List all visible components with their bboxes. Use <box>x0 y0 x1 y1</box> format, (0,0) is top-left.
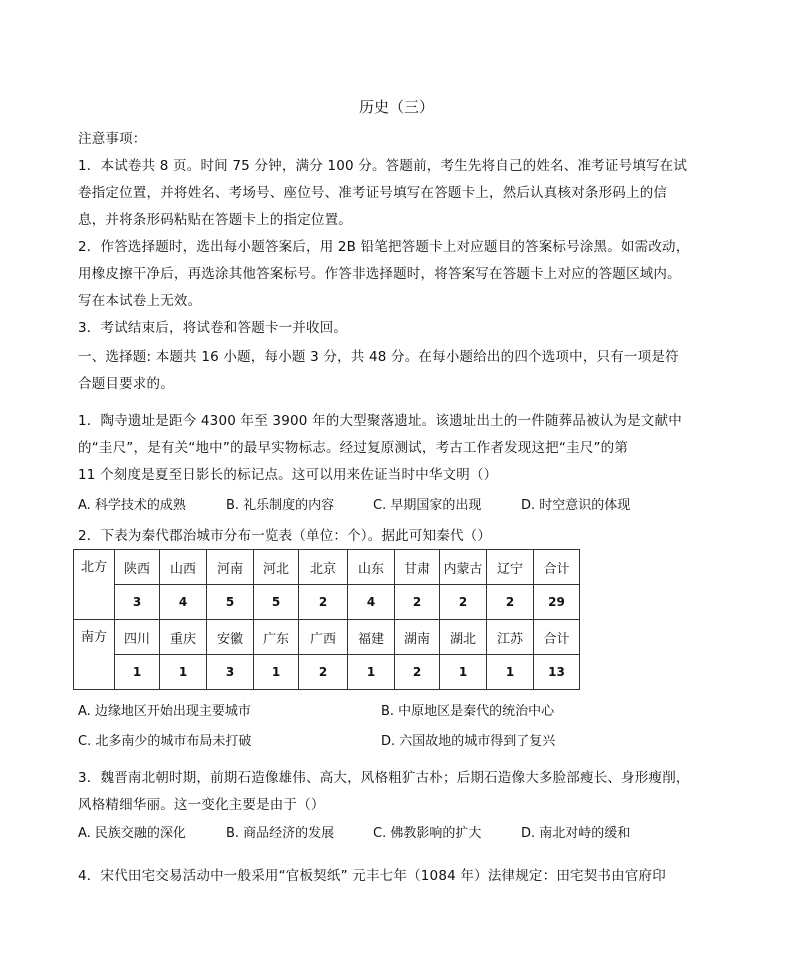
table-cell: 5 <box>207 585 254 620</box>
option-a[interactable]: A. 民族交融的深化 <box>78 826 186 841</box>
notice-line: 3．考试结束后，将试卷和答题卡一并收回。 <box>78 320 348 336</box>
table-cell: 内蒙古 <box>440 550 487 585</box>
option-b[interactable]: B. 礼乐制度的内容 <box>226 498 335 513</box>
table-cell: 山西 <box>160 550 207 585</box>
table-cell: 重庆 <box>160 620 207 655</box>
page-title: 历史（三） <box>358 98 434 116</box>
table-cell: 1 <box>254 655 299 690</box>
table-cell: 四川 <box>115 620 160 655</box>
table-cell: 1 <box>440 655 487 690</box>
table-cell: 29 <box>534 585 580 620</box>
option-d[interactable]: D. 六国故地的城市得到了复兴 <box>381 734 556 749</box>
section-heading: 一、选择题: 本题共 16 小题，每小题 3 分，共 48 分。在每小题给出的四个选项中，只有一项是符 <box>78 349 679 365</box>
table-cell: 3 <box>207 655 254 690</box>
north-label: 北方 <box>74 550 115 620</box>
section-heading: 合题目要求的。 <box>78 376 174 392</box>
table-cell: 2 <box>487 585 534 620</box>
table-cell: 2 <box>299 655 348 690</box>
table-cell: 1 <box>487 655 534 690</box>
table-cell: 江苏 <box>487 620 534 655</box>
option-b[interactable]: B. 中原地区是秦代的统治中心 <box>381 704 555 719</box>
table-cell: 1 <box>160 655 207 690</box>
question-2-stem: 2．下表为秦代郡治城市分布一览表（单位：个）。据此可知秦代（） <box>78 528 492 544</box>
table-cell: 5 <box>254 585 299 620</box>
table-cell: 3 <box>115 585 160 620</box>
table-cell: 1 <box>348 655 395 690</box>
option-d[interactable]: D. 时空意识的体现 <box>521 498 631 513</box>
notice-line: 息，并将条形码粘贴在答题卡上的指定位置。 <box>78 212 352 228</box>
table-cell: 安徽 <box>207 620 254 655</box>
question-3-stem: 3．魏晋南北朝时期，前期石造像雄伟、高大，风格粗犷古朴；后期石造像大多脸部瘦长、身形瘦削， <box>78 770 690 786</box>
option-b[interactable]: B. 商品经济的发展 <box>226 826 335 841</box>
table-cell: 湖南 <box>395 620 440 655</box>
table-cell: 1 <box>115 655 160 690</box>
notice-line: 用橡皮擦干净后，再选涂其他答案标号。作答非选择题时，将答案写在答题卡上对应的答题区域内。 <box>78 266 681 282</box>
table-cell: 辽宁 <box>487 550 534 585</box>
notice-line: 1．本试卷共 8 页。时间 75 分钟，满分 100 分。答题前，考生先将自己的姓名、准考证号填写在试 <box>78 158 688 174</box>
table-cell: 河北 <box>254 550 299 585</box>
option-a[interactable]: A. 边缘地区开始出现主要城市 <box>78 704 251 719</box>
notice-line: 卷指定位置，并将姓名、考场号、座位号、准考证号填写在答题卡上，然后认真核对条形码上的信 <box>78 185 668 201</box>
table-cell: 4 <box>160 585 207 620</box>
table-cell: 广东 <box>254 620 299 655</box>
table-cell: 2 <box>395 655 440 690</box>
table-cell: 山东 <box>348 550 395 585</box>
question-1-stem: 1．陶寺遗址是距今 4300 年至 3900 年的大型聚落遗址。该遗址出土的一件随葬品被认为是文献中 <box>78 413 682 429</box>
notice-heading: 注意事项： <box>78 131 147 147</box>
option-c[interactable]: C. 早期国家的出现 <box>373 498 482 513</box>
notice-line: 写在本试卷上无效。 <box>78 293 202 309</box>
table-cell: 河南 <box>207 550 254 585</box>
question-1-stem: 11 个刻度是夏至日影长的标记点。这可以用来佐证当时中华文明（） <box>78 467 498 483</box>
table-cell: 2 <box>395 585 440 620</box>
option-d[interactable]: D. 南北对峙的缓和 <box>521 826 631 841</box>
question-3-stem: 风格精细华丽。这一变化主要是由于（） <box>78 797 325 813</box>
table-cell: 2 <box>299 585 348 620</box>
table-cell: 福建 <box>348 620 395 655</box>
option-a[interactable]: A. 科学技术的成熟 <box>78 498 186 513</box>
city-distribution-table <box>73 549 580 690</box>
table-cell: 13 <box>534 655 580 690</box>
table-cell: 甘肃 <box>395 550 440 585</box>
table-cell: 合计 <box>534 550 580 585</box>
table-cell: 北京 <box>299 550 348 585</box>
table-cell: 4 <box>348 585 395 620</box>
question-1-stem: 的“圭尺”，是有关“地中”的最早实物标志。经过复原测试，考古工作者发现这把“圭尺”的第 <box>78 440 629 456</box>
notice-line: 2．作答选择题时，选出每小题答案后，用 2B 铅笔把答题卡上对应题目的答案标号涂黑。如需改动， <box>78 239 690 255</box>
table-cell: 陕西 <box>115 550 160 585</box>
question-4-stem: 4．宋代田宅交易活动中一般采用“官板契纸” 元丰七年（1084 年）法律规定：田宅契书由官府印 <box>78 868 666 884</box>
table-cell: 湖北 <box>440 620 487 655</box>
table-cell: 合计 <box>534 620 580 655</box>
table-cell: 广西 <box>299 620 348 655</box>
option-c[interactable]: C. 佛教影响的扩大 <box>373 826 482 841</box>
option-c[interactable]: C. 北多南少的城市布局未打破 <box>78 734 252 749</box>
table-cell: 2 <box>440 585 487 620</box>
south-label: 南方 <box>74 620 115 690</box>
